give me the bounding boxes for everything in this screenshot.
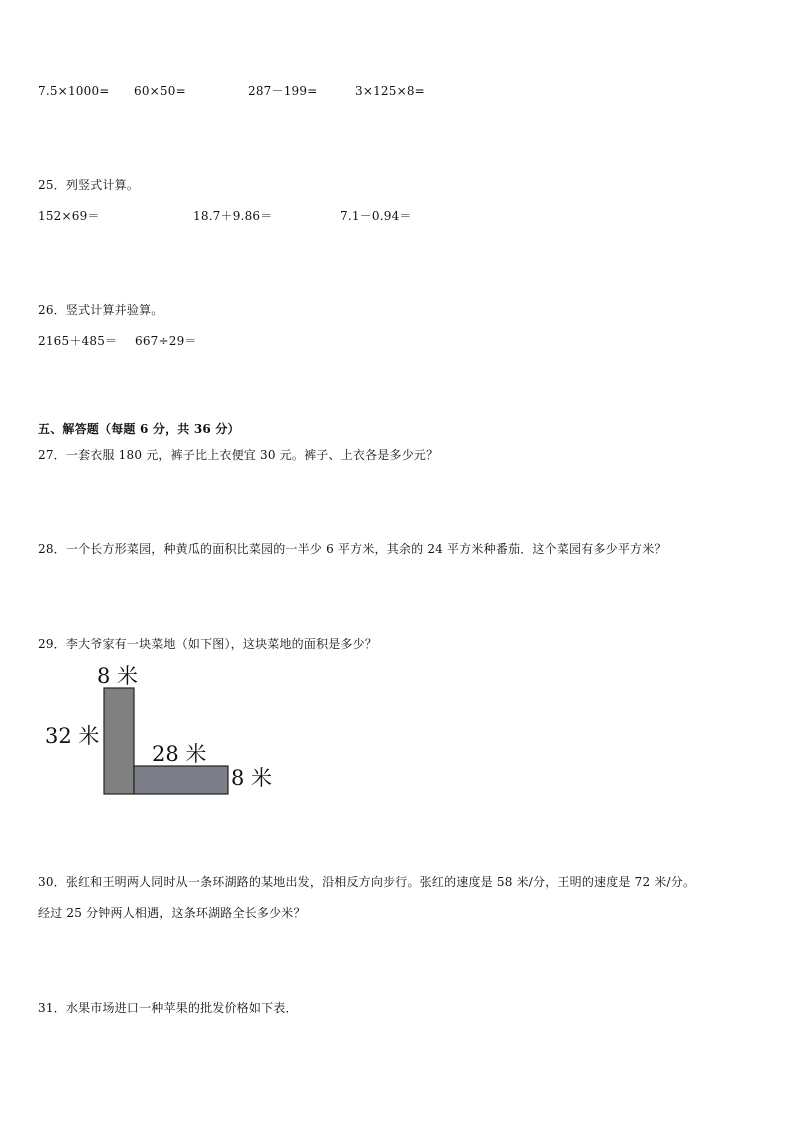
vertical-bar — [104, 688, 134, 794]
q25-item-3: 7.1－0.94＝ — [340, 209, 412, 223]
q27-text: 27．一套衣服 180 元，裤子比上衣便宜 30 元。裤子、上衣各是多少元？ — [38, 448, 439, 462]
l-shape-figure — [38, 658, 288, 798]
q26-item-2: 667÷29＝ — [135, 334, 197, 348]
q26-item-1: 2165＋485＝ — [38, 334, 118, 348]
calc-item-4: 3×125×8= — [355, 84, 425, 98]
q25-item-2: 18.7＋9.86＝ — [193, 209, 273, 223]
label-middle-length: 28 米 — [152, 742, 207, 766]
q30-line-1: 30．张红和王明两人同时从一条环湖路的某地出发，沿相反方向步行。张红的速度是 58 米/分，王明的速度是 72 米/分。 — [38, 875, 696, 889]
q31-text: 31．水果市场进口一种苹果的批发价格如下表． — [38, 1001, 298, 1015]
label-left-height: 32 米 — [45, 724, 100, 748]
calc-item-2: 60×50= — [134, 84, 186, 98]
label-right-width: 8 米 — [231, 766, 273, 790]
horizontal-bar — [134, 766, 228, 794]
q28-text: 28．一个长方形菜园，种黄瓜的面积比菜园的一半少 6 平方米，其余的 24 平方米种番茄．这个菜园有多少平方米？ — [38, 542, 667, 556]
section-5-heading: 五、解答题（每题 6 分，共 36 分） — [38, 422, 240, 436]
q25-title: 25．列竖式计算。 — [38, 178, 140, 192]
q30-line-2: 经过 25 分钟两人相遇，这条环湖路全长多少米？ — [38, 906, 306, 920]
q26-title: 26．竖式计算并验算。 — [38, 303, 164, 317]
q29-text: 29．李大爷家有一块菜地（如下图），这块菜地的面积是多少？ — [38, 637, 378, 651]
calc-item-1: 7.5×1000= — [38, 84, 110, 98]
calc-item-3: 287－199= — [248, 84, 318, 98]
q25-item-1: 152×69＝ — [38, 209, 100, 223]
label-top-width: 8 米 — [97, 664, 139, 688]
